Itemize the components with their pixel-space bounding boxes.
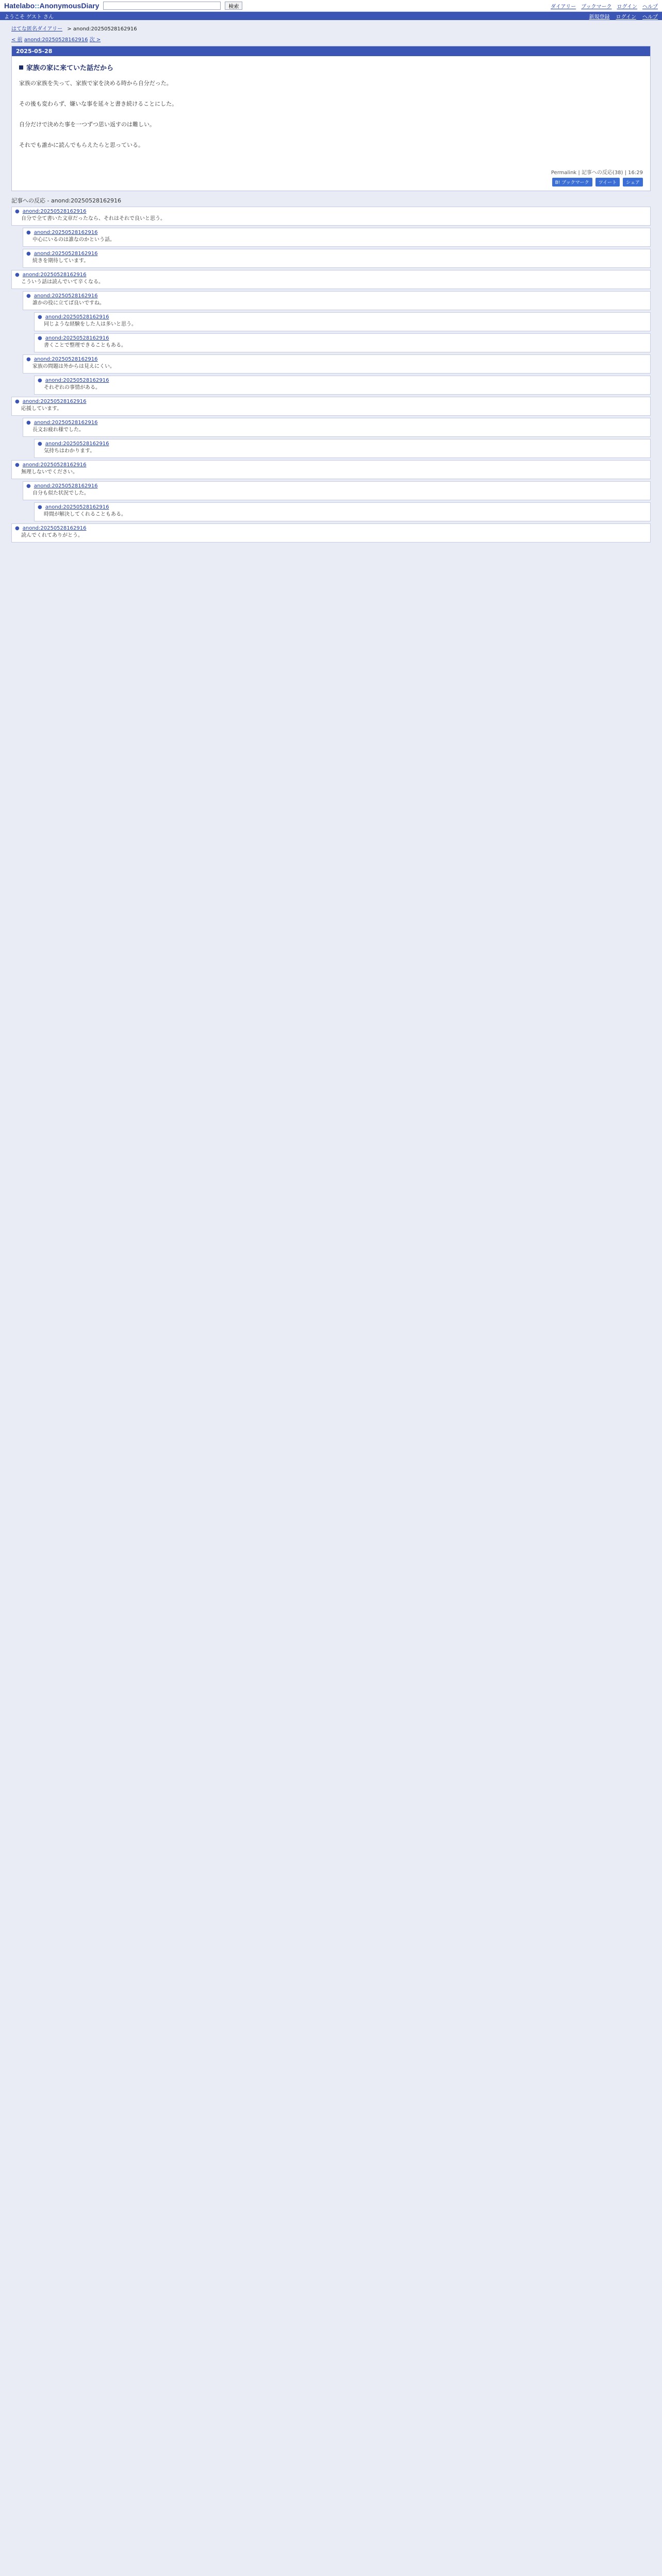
comment-text: 長文お疲れ様でした。 (32, 427, 84, 433)
top-link-help[interactable]: ヘルプ (642, 4, 658, 10)
nav-next[interactable]: 次 > (89, 37, 101, 43)
nav-prev[interactable]: < 前 (11, 37, 23, 43)
comment-header (38, 441, 647, 447)
comment-text: それぞれの事情がある。 (44, 385, 101, 391)
comment-header (38, 504, 647, 510)
comment-link[interactable]: anond:20250528162916 (22, 399, 87, 404)
comment-header (15, 272, 647, 278)
comment-header (38, 314, 647, 320)
bullet-icon: ● (15, 399, 20, 404)
comment-header (26, 357, 647, 362)
square-bullet-icon (19, 65, 23, 70)
comment-link[interactable]: anond:20250528162916 (45, 441, 109, 447)
comment-text: 同じような経験をした人は多いと思う。 (44, 321, 137, 327)
logo-sub: AnonymousDiary (39, 2, 100, 10)
bullet-icon: ● (26, 251, 31, 257)
comment-header (15, 399, 647, 404)
entry-nav (0, 34, 662, 46)
entry-title (12, 56, 650, 75)
comment-link[interactable]: anond:20250528162916 (45, 378, 109, 383)
comment-text: 自分で全て書いた文章だったなら、それはそれで良いと思う。 (21, 216, 166, 222)
comment-item (34, 439, 651, 458)
comment-link[interactable]: anond:20250528162916 (34, 357, 98, 362)
subbar-link-help[interactable]: ヘルプ (642, 14, 658, 20)
comment-header (26, 420, 647, 426)
entry-footer: Permalink | 記事への反応(38) | 16:29 (551, 170, 643, 176)
entry-paragraph: その後も変わらず、嫌いな事を延々と書き続けることにした。 (19, 100, 178, 107)
comment-item (34, 312, 651, 331)
comment-link[interactable]: anond:20250528162916 (45, 335, 109, 341)
comment-item (23, 354, 651, 374)
breadcrumb-separator: > (67, 26, 72, 32)
comment-item (23, 291, 651, 310)
share-button[interactable]: シェア (623, 178, 643, 187)
comment-header (15, 526, 647, 531)
comment-item (23, 481, 651, 500)
comment-link[interactable]: anond:20250528162916 (45, 504, 109, 510)
comment-tree (11, 207, 651, 543)
tweet-button[interactable]: ツイート (595, 178, 620, 187)
bullet-icon: ● (38, 314, 42, 320)
bullet-icon: ● (38, 378, 42, 383)
comment-link[interactable]: anond:20250528162916 (22, 462, 87, 468)
top-bar (0, 0, 662, 12)
search-button[interactable]: 検索 (225, 2, 242, 10)
comment-header (26, 251, 647, 257)
subbar-link-register[interactable]: 新規登録 (589, 14, 610, 20)
bookmark-button[interactable]: B! ブックマーク (552, 178, 592, 187)
bullet-icon: ● (26, 357, 31, 362)
comment-item (11, 460, 651, 479)
comment-link[interactable]: anond:20250528162916 (34, 420, 98, 426)
comment-item (34, 502, 651, 521)
comment-text: 応援しています。 (21, 406, 62, 412)
comment-header (26, 230, 647, 235)
comments-heading: 記事への反応 - anond:20250528162916 (11, 197, 122, 204)
top-link-login[interactable]: ログイン (617, 4, 637, 10)
comment-header (38, 335, 647, 341)
nav-current[interactable]: anond:20250528162916 (24, 37, 88, 43)
comment-text: 時間が解決してくれることもある。 (44, 512, 126, 517)
comment-text: 読んでくれてありがとう。 (21, 533, 83, 538)
logo-separator: :: (35, 2, 40, 10)
bullet-icon: ● (26, 293, 31, 299)
bullet-icon: ● (15, 209, 20, 214)
entry-paragraph: 家族の家族を失って、家族で家を決める時から自分だった。 (19, 80, 172, 87)
breadcrumb-home[interactable]: はてな匿名ダイアリー (11, 26, 63, 32)
bullet-icon: ● (15, 526, 20, 531)
search-input[interactable] (103, 2, 221, 10)
entry (11, 46, 651, 191)
bullet-icon: ● (38, 335, 42, 341)
comment-text: 気持ちはわかります。 (44, 448, 95, 454)
subbar-link-login[interactable]: ログイン (616, 14, 636, 20)
entry-body (12, 75, 650, 166)
comment-link[interactable]: anond:20250528162916 (22, 209, 87, 214)
bullet-icon: ● (26, 230, 31, 235)
comment-link[interactable]: anond:20250528162916 (34, 293, 98, 299)
comment-item (34, 333, 651, 352)
comment-header (15, 462, 647, 468)
comment-header (26, 293, 647, 299)
comment-link[interactable]: anond:20250528162916 (34, 230, 98, 235)
entry-paragraph: それでも誰かに読んでもらえたらと思っている。 (19, 142, 144, 148)
comment-link[interactable]: anond:20250528162916 (22, 272, 87, 278)
sub-bar (0, 12, 662, 20)
comment-text: 続きを期待しています。 (32, 258, 89, 264)
comment-item (11, 207, 651, 226)
comment-text: 書くことで整理できることもある。 (44, 343, 126, 348)
bullet-icon: ● (38, 504, 42, 510)
bullet-icon: ● (15, 272, 20, 278)
comment-item (34, 376, 651, 395)
comment-text: 家族の問題は外からは見えにくい。 (32, 364, 115, 369)
comment-item (11, 397, 651, 416)
comment-text: 誰かの役に立てば良いですね。 (32, 300, 105, 306)
bullet-icon: ● (26, 420, 31, 426)
entry-title-text: 家族の家に来ていた話だから (26, 64, 114, 72)
top-links (551, 2, 658, 10)
comment-item (11, 270, 651, 289)
entry-date: 2025-05-28 (12, 46, 650, 56)
comment-item (23, 249, 651, 268)
top-link-bookmark[interactable]: ブックマーク (581, 4, 612, 10)
breadcrumb-current: anond:20250528162916 (73, 26, 137, 32)
comment-header (15, 209, 647, 214)
bullet-icon: ● (26, 483, 31, 489)
comment-header (38, 378, 647, 383)
comment-item (11, 523, 651, 543)
site-logo[interactable] (4, 2, 99, 10)
comment-link[interactable]: anond:20250528162916 (34, 483, 98, 489)
bullet-icon: ● (15, 462, 20, 468)
comment-link[interactable]: anond:20250528162916 (45, 314, 109, 320)
breadcrumb (0, 20, 662, 34)
comment-item (23, 228, 651, 247)
top-link-diary[interactable]: ダイアリー (551, 4, 576, 10)
bullet-icon: ● (38, 441, 42, 447)
share-buttons (12, 178, 650, 191)
comment-link[interactable]: anond:20250528162916 (34, 251, 98, 257)
logo-main: Hatelabo (4, 2, 35, 10)
comment-item (23, 418, 651, 437)
comment-text: 無理しないでください。 (21, 469, 78, 475)
comment-link[interactable]: anond:20250528162916 (22, 526, 87, 531)
comment-text: こういう話は読んでいて辛くなる。 (21, 279, 104, 285)
comment-header (26, 483, 647, 489)
comment-text: 中心にいるのは誰なのかという話。 (32, 237, 115, 243)
welcome-text: ようこそ ゲスト さん (4, 14, 54, 20)
entry-paragraph: 自分だけで決めた事を一つずつ思い返すのは難しい。 (19, 121, 155, 128)
comment-text: 自分も似た状況でした。 (32, 490, 89, 496)
